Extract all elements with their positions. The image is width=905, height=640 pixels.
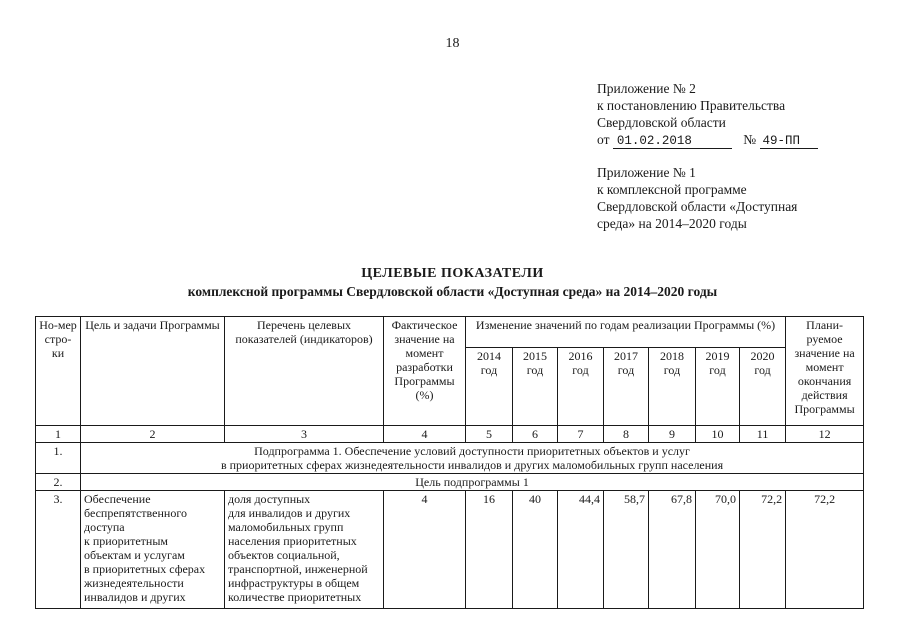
column-number: 4	[384, 426, 466, 443]
row-number: 2.	[36, 474, 81, 491]
year-value: 72,2	[740, 491, 786, 609]
table-row-indicator	[36, 491, 864, 609]
year-value: 44,4	[558, 491, 604, 609]
column-number: 5	[466, 426, 513, 443]
header-row-number: Но-мер стро-ки	[36, 317, 81, 426]
annex-second-line-4: среда» на 2014–2020 годы	[597, 216, 747, 231]
indicator-line: доля доступных	[228, 492, 311, 506]
column-number: 8	[604, 426, 649, 443]
annex-top-date-line	[597, 131, 818, 149]
year-value: 70,0	[696, 491, 740, 609]
subprogram-title-line-1: Подпрограмма 1. Обеспечение условий доступности приоритетных объектов и услуг	[254, 444, 690, 458]
header-year: 2018 год	[649, 348, 696, 426]
subprogram-goal: Цель подпрограммы 1	[81, 474, 864, 491]
annex-top-line-1: Приложение № 2	[597, 81, 696, 96]
page-number: 18	[445, 36, 460, 51]
goal-line: Обеспечение	[84, 492, 151, 506]
indicator-cell	[225, 491, 384, 609]
year-value: 67,8	[649, 491, 696, 609]
header-year: 2017 год	[604, 348, 649, 426]
document-title: ЦЕЛЕВЫЕ ПОКАЗАТЕЛИ	[361, 266, 544, 281]
indicator-line: транспортной, инженерной	[228, 562, 368, 576]
annex-second-line-2: к комплексной программе	[597, 182, 747, 197]
column-number: 12	[786, 426, 864, 443]
subprogram-title-line-2: в приоритетных сферах жизнедеятельности инвалидов и других маломобильных групп населения	[220, 458, 724, 472]
year-value: 40	[513, 491, 558, 609]
indicator-line: населения приоритетных	[228, 534, 357, 548]
goal-line: инвалидов и других	[84, 590, 186, 604]
goal-line: доступа	[84, 520, 125, 534]
header-year: 2019 год	[696, 348, 740, 426]
indicator-line: количестве приоритетных	[228, 590, 362, 604]
document-subtitle: комплексной программы Свердловской области «Доступная среда» на 2014–2020 годы	[187, 284, 718, 299]
row-number: 1.	[36, 443, 81, 474]
goal-line: жизнедеятельности	[84, 576, 184, 590]
annex-second-line-3: Свердловской области «Доступная	[597, 199, 798, 214]
indicator-line: инфраструктуры в общем	[228, 576, 360, 590]
header-actual-value: Фактическое значение на момент разработки Программы (%)	[384, 317, 466, 426]
column-number: 11	[740, 426, 786, 443]
indicator-line: маломобильных групп	[228, 520, 344, 534]
header-goal: Цель и задачи Программы	[81, 317, 225, 426]
goal-line: объектам и услугам	[84, 548, 185, 562]
year-value: 58,7	[604, 491, 649, 609]
table-row-goal	[36, 474, 864, 491]
actual-value: 4	[384, 491, 466, 609]
column-number: 7	[558, 426, 604, 443]
resolution-date: 01.02.2018	[613, 134, 732, 149]
row-number: 3.	[36, 491, 81, 609]
header-year: 2016 год	[558, 348, 604, 426]
header-indicators: Перечень целевых показателей (индикаторов)	[225, 317, 384, 426]
column-number: 6	[513, 426, 558, 443]
goal-line: беспрепятственного	[84, 506, 187, 520]
goal-line: к приоритетным	[84, 534, 168, 548]
column-number-row	[36, 426, 864, 443]
table-header-row	[36, 317, 864, 348]
resolution-number: 49-ПП	[760, 134, 818, 149]
column-number: 10	[696, 426, 740, 443]
header-planned-value: Плани-руемое значение на момент окончания действия Программы	[786, 317, 864, 426]
annex-header-top	[597, 80, 818, 149]
indicator-line: для инвалидов и других	[228, 506, 351, 520]
goal-line: в приоритетных сферах	[84, 562, 206, 576]
subprogram-title	[81, 443, 864, 474]
date-prefix: от	[597, 132, 610, 147]
planned-value: 72,2	[786, 491, 864, 609]
header-year: 2015 год	[513, 348, 558, 426]
indicator-line: объектов социальной,	[228, 548, 340, 562]
header-year: 2020 год	[740, 348, 786, 426]
column-number: 3	[225, 426, 384, 443]
table-row-subprogram	[36, 443, 864, 474]
number-label: №	[743, 132, 757, 147]
header-yearly-changes: Изменение значений по годам реализации Программы (%)	[466, 317, 786, 348]
indicators-table	[35, 316, 864, 609]
column-number: 9	[649, 426, 696, 443]
goal-cell	[81, 491, 225, 609]
annex-second-line-1: Приложение № 1	[597, 165, 696, 180]
column-number: 2	[81, 426, 225, 443]
year-value: 16	[466, 491, 513, 609]
annex-top-line-2: к постановлению Правительства	[597, 98, 786, 113]
column-number: 1	[36, 426, 81, 443]
header-year: 2014 год	[466, 348, 513, 426]
annex-top-line-3: Свердловской области	[597, 115, 726, 130]
annex-header-second	[597, 164, 797, 232]
